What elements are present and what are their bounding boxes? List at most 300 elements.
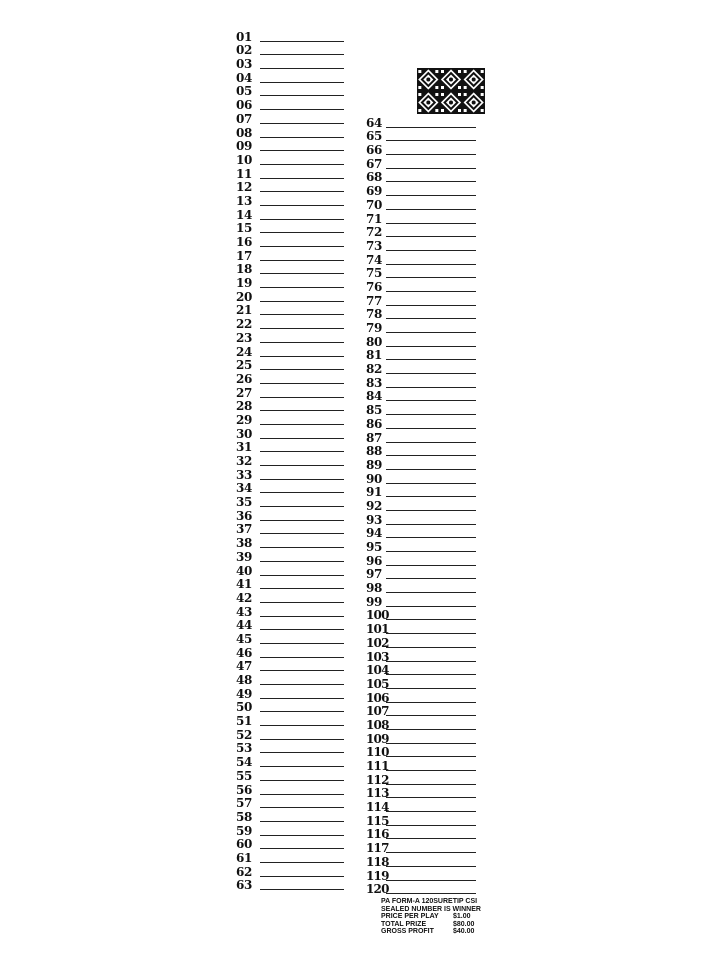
number-row — [366, 539, 476, 553]
name-entry-line — [260, 438, 344, 439]
row-number: 63 — [236, 878, 253, 893]
number-row — [366, 663, 476, 677]
row-number: 95 — [366, 540, 383, 554]
row-number: 78 — [366, 307, 383, 322]
number-row — [236, 577, 344, 591]
number-row — [236, 878, 344, 892]
row-number: 80 — [366, 334, 383, 349]
name-entry-line — [386, 537, 476, 538]
number-row — [366, 649, 476, 663]
ticket-info-block — [381, 898, 481, 936]
name-entry-line — [260, 397, 344, 398]
number-row — [366, 786, 476, 800]
number-row — [366, 211, 476, 225]
number-row — [366, 225, 476, 239]
number-row — [236, 84, 344, 98]
name-entry-line — [386, 784, 476, 785]
name-entry-line — [386, 688, 476, 689]
name-entry-line — [260, 575, 344, 576]
row-number: 92 — [366, 498, 383, 513]
number-row — [236, 412, 344, 426]
row-number: 21 — [236, 303, 253, 318]
row-number: 06 — [236, 98, 253, 113]
number-row — [236, 782, 344, 796]
name-entry-line — [260, 232, 344, 233]
row-number: 93 — [366, 512, 383, 527]
row-number: 12 — [236, 180, 253, 195]
name-entry-line — [386, 236, 476, 237]
row-number: 23 — [236, 330, 253, 345]
row-number: 38 — [236, 536, 253, 551]
name-entry-line — [386, 606, 476, 607]
row-number: 119 — [366, 868, 389, 883]
number-row — [366, 690, 476, 704]
row-number: 111 — [366, 759, 389, 773]
row-number: 43 — [236, 604, 253, 619]
number-row — [236, 97, 344, 111]
name-entry-line — [386, 551, 476, 552]
name-entry-line — [386, 702, 476, 703]
profit-row — [381, 928, 481, 936]
number-row — [236, 850, 344, 864]
name-entry-line — [386, 154, 476, 155]
number-row — [366, 375, 476, 389]
name-entry-line — [386, 647, 476, 648]
name-entry-line — [386, 223, 476, 224]
number-row — [366, 416, 476, 430]
row-number: 110 — [366, 745, 389, 760]
number-row — [366, 758, 476, 772]
name-entry-line — [260, 561, 344, 562]
row-number: 70 — [366, 197, 383, 212]
name-entry-line — [260, 301, 344, 302]
row-number: 08 — [236, 125, 253, 140]
row-number: 100 — [366, 608, 389, 623]
name-entry-line — [386, 250, 476, 251]
name-entry-line — [386, 414, 476, 415]
row-number: 29 — [236, 412, 253, 427]
number-row — [236, 371, 344, 385]
row-number: 85 — [366, 403, 383, 418]
row-number: 39 — [236, 549, 253, 564]
number-row — [366, 279, 476, 293]
number-row — [236, 289, 344, 303]
number-row — [236, 754, 344, 768]
row-number: 42 — [236, 590, 253, 605]
name-entry-line — [386, 455, 476, 456]
row-number: 47 — [236, 659, 253, 674]
row-number: 61 — [236, 850, 253, 865]
name-entry-line — [386, 565, 476, 566]
name-entry-line — [386, 209, 476, 210]
row-number: 20 — [236, 289, 253, 304]
number-row — [366, 197, 476, 211]
name-entry-line — [386, 332, 476, 333]
number-row — [236, 672, 344, 686]
name-entry-line — [260, 82, 344, 83]
row-number: 105 — [366, 676, 389, 691]
name-entry-line — [386, 578, 476, 579]
number-row — [236, 221, 344, 235]
number-row — [236, 837, 344, 851]
number-row — [236, 43, 344, 57]
number-row — [366, 567, 476, 581]
row-number: 30 — [236, 426, 253, 441]
name-entry-line — [386, 140, 476, 141]
number-row — [236, 262, 344, 276]
number-row — [236, 741, 344, 755]
row-number: 67 — [366, 156, 383, 171]
name-entry-line — [260, 123, 344, 124]
row-number: 37 — [236, 522, 253, 537]
name-entry-line — [260, 739, 344, 740]
row-number: 54 — [236, 755, 253, 770]
row-number: 14 — [236, 207, 253, 222]
prize-value: $80.00 — [453, 920, 475, 928]
row-number: 28 — [236, 399, 253, 414]
price-value: $1.00 — [453, 913, 471, 921]
number-row — [236, 358, 344, 372]
row-number: 60 — [236, 837, 253, 852]
row-number: 26 — [236, 371, 253, 386]
number-row — [236, 111, 344, 125]
number-row — [366, 580, 476, 594]
row-number: 96 — [366, 553, 383, 568]
name-entry-line — [386, 619, 476, 620]
name-entry-line — [386, 729, 476, 730]
row-number: 10 — [236, 152, 253, 167]
name-entry-line — [260, 684, 344, 685]
name-entry-line — [386, 318, 476, 319]
row-number: 55 — [236, 768, 253, 783]
name-entry-line — [260, 479, 344, 480]
name-entry-line — [260, 273, 344, 274]
name-entry-line — [260, 492, 344, 493]
number-row — [366, 868, 476, 882]
number-row — [366, 799, 476, 813]
name-entry-line — [386, 592, 476, 593]
name-entry-line — [260, 520, 344, 521]
number-row — [236, 56, 344, 70]
name-entry-line — [260, 68, 344, 69]
number-row — [236, 700, 344, 714]
name-entry-line — [260, 383, 344, 384]
number-row — [236, 316, 344, 330]
row-number: 68 — [366, 170, 383, 185]
row-number: 09 — [236, 139, 253, 154]
number-row — [236, 166, 344, 180]
number-row — [366, 170, 476, 184]
number-row — [366, 813, 476, 827]
row-number: 79 — [366, 321, 383, 335]
row-number: 101 — [366, 622, 389, 637]
row-number: 77 — [366, 293, 383, 308]
row-number: 108 — [366, 717, 389, 732]
name-entry-line — [260, 725, 344, 726]
number-row — [366, 827, 476, 841]
number-row — [366, 745, 476, 759]
number-row — [236, 631, 344, 645]
name-entry-line — [386, 400, 476, 401]
row-number: 27 — [236, 385, 253, 400]
number-row — [236, 330, 344, 344]
name-entry-line — [260, 150, 344, 151]
name-entry-line — [386, 469, 476, 470]
row-number: 35 — [236, 495, 253, 510]
name-entry-line — [260, 629, 344, 630]
name-entry-line — [386, 866, 476, 867]
row-number: 120 — [366, 882, 389, 897]
prize-row — [381, 921, 481, 929]
number-row — [236, 604, 344, 618]
number-row — [366, 115, 476, 129]
row-number: 58 — [236, 809, 253, 824]
number-row — [366, 553, 476, 567]
number-row — [366, 266, 476, 280]
number-row — [236, 645, 344, 659]
number-row — [366, 238, 476, 252]
name-entry-line — [386, 510, 476, 511]
name-entry-line — [386, 387, 476, 388]
name-entry-line — [260, 465, 344, 466]
number-row — [366, 389, 476, 403]
number-row — [236, 727, 344, 741]
name-entry-line — [260, 533, 344, 534]
number-row — [366, 402, 476, 416]
row-number: 83 — [366, 375, 383, 390]
name-entry-line — [386, 181, 476, 182]
number-row — [236, 29, 344, 43]
name-entry-line — [260, 752, 344, 753]
name-entry-line — [260, 506, 344, 507]
number-row — [366, 485, 476, 499]
row-number: 40 — [236, 563, 253, 578]
number-row — [366, 635, 476, 649]
name-entry-line — [260, 356, 344, 357]
row-number: 07 — [236, 111, 253, 126]
name-entry-line — [260, 314, 344, 315]
row-number: 87 — [366, 430, 383, 445]
name-entry-line — [260, 807, 344, 808]
row-number: 75 — [366, 266, 383, 281]
name-entry-line — [260, 287, 344, 288]
row-number: 98 — [366, 581, 383, 596]
name-entry-line — [260, 424, 344, 425]
price-label: PRICE PER PLAY — [381, 913, 439, 921]
prize-label: TOTAL PRIZE — [381, 920, 427, 928]
name-entry-line — [386, 359, 476, 360]
number-row — [366, 307, 476, 321]
row-number: 16 — [236, 235, 253, 249]
name-entry-line — [386, 811, 476, 812]
number-row — [366, 129, 476, 143]
name-entry-line — [386, 880, 476, 881]
name-entry-line — [260, 109, 344, 110]
name-entry-line — [386, 852, 476, 853]
row-number: 51 — [236, 714, 253, 729]
name-entry-line — [260, 54, 344, 55]
row-number: 53 — [236, 741, 253, 756]
number-row — [366, 142, 476, 156]
name-entry-line — [386, 756, 476, 757]
name-entry-line — [386, 524, 476, 525]
number-row — [366, 430, 476, 444]
number-row — [366, 457, 476, 471]
row-number: 04 — [236, 70, 253, 85]
row-number: 45 — [236, 631, 253, 646]
name-entry-line — [386, 661, 476, 662]
name-entry-line — [260, 328, 344, 329]
row-number: 64 — [366, 115, 383, 130]
number-row — [236, 440, 344, 454]
number-row — [236, 535, 344, 549]
number-row — [366, 608, 476, 622]
row-number: 25 — [236, 358, 253, 373]
row-number: 74 — [366, 252, 383, 267]
row-number: 107 — [366, 704, 389, 719]
row-number: 117 — [366, 841, 389, 856]
number-row — [236, 125, 344, 139]
number-row — [236, 248, 344, 262]
number-row — [236, 152, 344, 166]
number-row — [236, 659, 344, 673]
number-row — [236, 481, 344, 495]
name-entry-line — [260, 821, 344, 822]
name-entry-line — [260, 164, 344, 165]
row-number: 102 — [366, 635, 389, 650]
name-entry-line — [386, 264, 476, 265]
row-number: 89 — [366, 457, 383, 472]
row-number: 81 — [366, 348, 383, 363]
row-number: 05 — [236, 84, 253, 99]
number-row — [236, 70, 344, 84]
row-number: 24 — [236, 344, 253, 359]
row-number: 31 — [236, 440, 253, 455]
name-entry-line — [386, 715, 476, 716]
row-number: 113 — [366, 786, 389, 801]
row-number: 103 — [366, 649, 389, 664]
row-number: 97 — [366, 567, 383, 582]
number-row — [366, 621, 476, 635]
number-row — [366, 526, 476, 540]
number-row — [236, 563, 344, 577]
winning-rule: SEALED NUMBER IS WINNER — [381, 905, 481, 913]
name-entry-line — [386, 277, 476, 278]
row-number: 115 — [366, 813, 389, 828]
row-number: 94 — [366, 526, 383, 541]
number-row — [236, 453, 344, 467]
row-number: 56 — [236, 782, 253, 797]
row-number: 112 — [366, 772, 389, 787]
number-row — [366, 320, 476, 334]
row-number: 46 — [236, 645, 253, 660]
name-entry-line — [260, 178, 344, 179]
number-row — [366, 361, 476, 375]
number-row — [366, 444, 476, 458]
row-number: 01 — [236, 29, 253, 44]
name-entry-line — [260, 711, 344, 712]
number-row — [366, 717, 476, 731]
row-number: 84 — [366, 389, 383, 404]
number-row — [236, 823, 344, 837]
name-entry-line — [260, 410, 344, 411]
row-number: 69 — [366, 184, 383, 199]
number-row — [236, 549, 344, 563]
row-number: 116 — [366, 827, 389, 842]
number-row — [236, 193, 344, 207]
row-number: 118 — [366, 854, 389, 869]
row-number: 66 — [366, 143, 383, 158]
row-number: 03 — [236, 57, 253, 72]
number-row — [366, 498, 476, 512]
name-entry-line — [260, 588, 344, 589]
row-number: 99 — [366, 594, 383, 609]
number-row — [236, 590, 344, 604]
number-row — [236, 344, 344, 358]
name-entry-line — [260, 848, 344, 849]
name-entry-line — [386, 633, 476, 634]
name-entry-line — [386, 838, 476, 839]
number-row — [236, 864, 344, 878]
row-number: 88 — [366, 444, 383, 459]
row-number: 44 — [236, 618, 253, 633]
name-entry-line — [260, 260, 344, 261]
number-row — [366, 183, 476, 197]
number-row — [366, 882, 476, 896]
row-number: 72 — [366, 225, 383, 240]
name-entry-line — [386, 496, 476, 497]
number-row — [236, 467, 344, 481]
name-entry-line — [386, 168, 476, 169]
name-entry-line — [260, 246, 344, 247]
name-entry-line — [260, 780, 344, 781]
name-entry-line — [386, 770, 476, 771]
row-number: 76 — [366, 279, 383, 294]
name-entry-line — [386, 127, 476, 128]
number-row — [236, 399, 344, 413]
number-row — [366, 293, 476, 307]
number-row — [236, 796, 344, 810]
number-row — [236, 139, 344, 153]
name-entry-line — [260, 451, 344, 452]
number-row — [236, 385, 344, 399]
profit-value: $40.00 — [453, 928, 475, 936]
row-number: 65 — [366, 129, 383, 144]
number-row — [236, 768, 344, 782]
name-entry-line — [260, 342, 344, 343]
row-number: 106 — [366, 690, 389, 705]
row-number: 32 — [236, 454, 253, 468]
number-row — [366, 772, 476, 786]
number-row — [366, 854, 476, 868]
name-entry-line — [260, 657, 344, 658]
row-number: 02 — [236, 43, 253, 58]
row-number: 34 — [236, 481, 253, 496]
name-entry-line — [260, 862, 344, 863]
form-id: PA FORM-A 120SURETIP CSI — [381, 898, 478, 905]
number-row — [366, 840, 476, 854]
row-number: 90 — [366, 471, 383, 486]
row-number: 41 — [236, 577, 253, 592]
row-number: 109 — [366, 731, 389, 746]
name-entry-line — [260, 889, 344, 890]
name-entry-line — [260, 602, 344, 603]
row-number: 36 — [236, 508, 253, 523]
row-number: 52 — [236, 727, 253, 742]
sealed-number-pattern-icon — [417, 68, 485, 114]
row-number: 50 — [236, 700, 253, 715]
name-entry-line — [260, 205, 344, 206]
